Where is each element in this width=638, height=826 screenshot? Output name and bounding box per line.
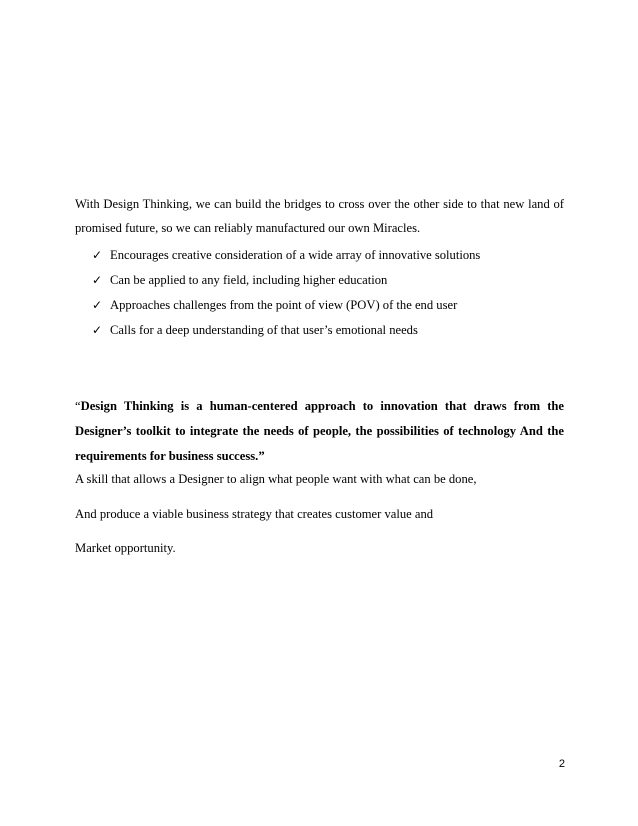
list-item-text: Calls for a deep understanding of that user’s emotional needs (110, 323, 418, 337)
intro-paragraph: With Design Thinking, we can build the bridges to cross over the other side to that new land of promised future, so we can reliably manufactured our own Miracles. (75, 197, 564, 235)
page-number: 2 (558, 758, 565, 770)
body-line-opportunity: Market opportunity. (75, 541, 176, 555)
list-item-text: Can be applied to any field, including higher education (110, 273, 388, 287)
checkmark-icon: ✓ (92, 273, 103, 287)
list-item-text: Approaches challenges from the point of view (POV) of the end user (110, 298, 458, 312)
list-item (92, 318, 480, 343)
body-line-skill: A skill that allows a Designer to align what people want with what can be done, (75, 472, 477, 486)
body-line-strategy: And produce a viable business strategy that creates customer value and (75, 507, 434, 521)
list-item-text: Encourages creative consideration of a wide array of innovative solutions (110, 248, 481, 262)
benefits-checklist (92, 243, 480, 343)
checkmark-icon: ✓ (92, 298, 103, 312)
quote-paragraph (75, 394, 564, 469)
open-quote-mark: “ (75, 399, 81, 413)
list-item (92, 293, 480, 318)
list-item (92, 268, 480, 293)
checkmark-icon: ✓ (92, 248, 103, 262)
list-item (92, 243, 480, 268)
quote-text: Design Thinking is a human-centered approach to innovation that draws from the Designer’s toolkit to integrate the needs of people, the possibilities of technology And the requirements for business success.” (75, 399, 564, 463)
checkmark-icon: ✓ (92, 323, 103, 337)
